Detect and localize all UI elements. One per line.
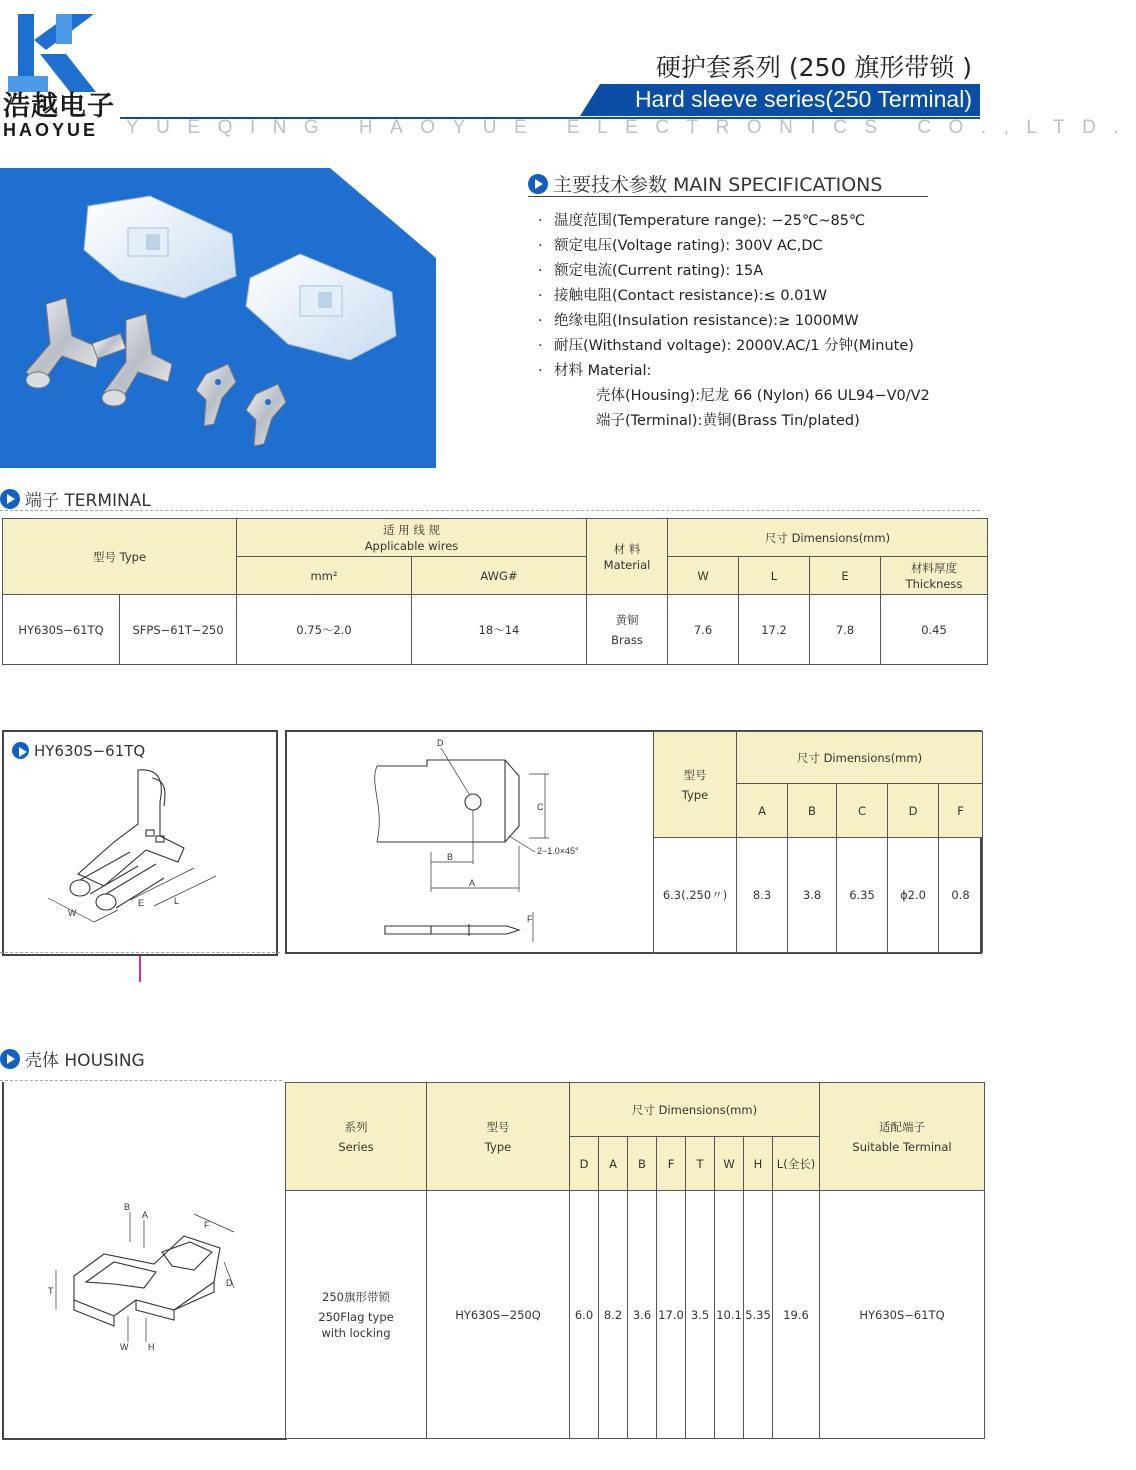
th-dim-t: T: [686, 1137, 715, 1191]
specs-rule: [528, 196, 928, 197]
terminal-line-drawing: [34, 766, 254, 936]
dim-label-chamfer: 2−1.0×45°: [537, 846, 579, 856]
cell-dim-d: 6.0: [570, 1191, 599, 1439]
th-suitable-en: Suitable Terminal: [852, 1139, 952, 1154]
spec-material-housing: 壳体(Housing):尼龙 66 (Nylon) 66 UL94−V0/V2: [596, 388, 930, 404]
terminal-photo-1: [26, 298, 100, 388]
th-material: [587, 519, 668, 595]
cell-type2: SFPS−61T−250: [120, 595, 237, 665]
specs-heading: [528, 170, 882, 197]
cell-type: HY630S−250Q: [427, 1191, 570, 1439]
tab-photo-2: [246, 384, 286, 446]
th-type-en: Type: [681, 787, 709, 802]
housing-heading-text: 壳体 HOUSING: [25, 1051, 145, 1071]
tab-drawing-box: [285, 730, 982, 954]
spec-item: · 绝缘电阻(Insulation resistance):≥ 1000MW: [538, 309, 930, 334]
th-dim-a: A: [599, 1137, 628, 1191]
tab-line-drawing: [357, 736, 657, 946]
cell-suitable: HY630S−61TQ: [820, 1191, 985, 1439]
dim-label-d: D: [437, 738, 444, 748]
dim-label-d: D: [226, 1278, 233, 1288]
page-title-english: Hard sleeve series(250 Terminal): [634, 86, 972, 112]
housing-photo-2: [246, 254, 396, 360]
cell-series: [286, 1191, 427, 1439]
dim-label-h: H: [148, 1342, 155, 1352]
spec-item: · 温度范围(Temperature range): −25℃~85℃: [538, 209, 930, 234]
th-dim-h: H: [744, 1137, 773, 1191]
th-type: [427, 1083, 570, 1191]
th-a: A: [737, 784, 788, 838]
th-material-cn: 材 料: [613, 541, 641, 556]
play-bullet-icon: [528, 174, 548, 194]
th-b: B: [788, 784, 837, 838]
th-thickness-cn: 材料厚度: [911, 560, 957, 575]
cell-material-cn: 黄铜: [615, 612, 639, 627]
table-row: [3, 595, 988, 665]
th-series: [286, 1083, 427, 1191]
spec-material-terminal: 端子(Terminal):黄铜(Brass Tin/plated): [596, 413, 860, 429]
table-row: [286, 1191, 985, 1439]
specs-list: [538, 209, 930, 434]
cell-dim-b: 3.6: [628, 1191, 657, 1439]
play-bullet-icon: [0, 1049, 20, 1069]
cell-series-cn: 250旗形带锁: [322, 1289, 390, 1304]
cell-material: [587, 595, 668, 665]
housing-table: [285, 1082, 985, 1439]
cell-series-en1: 250Flag type: [318, 1309, 394, 1324]
detail-dashed-rule: [0, 952, 280, 953]
cell-dim-h: 5.35: [744, 1191, 773, 1439]
th-series-en: Series: [338, 1139, 374, 1154]
th-dim-w: W: [715, 1137, 744, 1191]
product-illustration: [0, 168, 436, 468]
th-dimensions: 尺寸 Dimensions(mm): [570, 1083, 820, 1137]
th-suitable-terminal: [820, 1083, 985, 1191]
cell-l: 17.2: [739, 595, 810, 665]
th-applicable-wires: [237, 519, 587, 557]
terminal-heading-rule: [0, 510, 980, 511]
tab-photo-1: [196, 364, 236, 426]
th-mm2: mm²: [237, 557, 412, 595]
th-type: [654, 732, 737, 838]
logo-english-name: HAOYUE: [3, 120, 99, 140]
cell-type1: HY630S−61TQ: [3, 595, 120, 665]
dim-label-a: A: [142, 1210, 149, 1220]
th-f: F: [939, 784, 983, 838]
dim-label-f: F: [204, 1220, 210, 1230]
th-dim-l: L(全长): [773, 1137, 820, 1191]
detail-label: [12, 742, 145, 760]
terminal-table: [2, 518, 988, 665]
th-material-en: Material: [603, 557, 651, 572]
product-photo: [0, 168, 436, 468]
th-dim-b: B: [628, 1137, 657, 1191]
spec-item: · 耐压(Withstand voltage): 2000V.AC/1 分钟(Minute): [538, 334, 930, 359]
dim-label-l: L: [174, 896, 180, 906]
specs-heading-text: 主要技术参数 MAIN SPECIFICATIONS: [553, 174, 883, 196]
dim-label-e: E: [138, 898, 145, 908]
cell-b: 3.8: [788, 838, 837, 953]
terminal-heading-text: 端子 TERMINAL: [25, 491, 151, 511]
terminal-photo-2: [92, 314, 172, 406]
th-e: E: [810, 557, 881, 595]
cell-a: 8.3: [737, 838, 788, 953]
play-bullet-icon: [0, 489, 20, 509]
cell-series-en2: with locking: [321, 1325, 391, 1340]
th-d: D: [888, 784, 939, 838]
cell-awg: 18～14: [412, 595, 587, 665]
cell-dim-t: 3.5: [686, 1191, 715, 1439]
th-type: 型号 Type: [3, 519, 237, 595]
cell-thickness: 0.45: [881, 595, 988, 665]
th-awg: AWG#: [412, 557, 587, 595]
th-l: L: [739, 557, 810, 595]
th-dim-d: D: [570, 1137, 599, 1191]
th-suitable-cn: 适配端子: [879, 1119, 925, 1134]
cell-material-en: Brass: [611, 632, 643, 647]
dim-label-a: A: [469, 878, 476, 888]
th-dim-f: F: [657, 1137, 686, 1191]
cell-d: ɸ2.0: [888, 838, 939, 953]
company-name: YUEQING HAOYUE ELECTRONICS CO.,LTD.: [126, 117, 1136, 138]
spec-item: · 额定电压(Voltage rating): 300V AC,DC: [538, 234, 930, 259]
th-dimensions: 尺寸 Dimensions(mm): [668, 519, 988, 557]
th-wires-en: Applicable wires: [364, 538, 459, 553]
th-type-en: Type: [484, 1139, 512, 1154]
th-series-cn: 系列: [344, 1119, 368, 1134]
th-type-cn: 型号: [683, 767, 707, 782]
th-w: W: [668, 557, 739, 595]
haoyue-logo-icon: [8, 14, 108, 92]
housing-drawing-box: [2, 1082, 287, 1440]
dim-label-w: W: [120, 1342, 129, 1352]
detail-label-text: HY630S−61TQ: [34, 742, 146, 760]
dim-label-w: W: [68, 908, 77, 918]
cell-dim-f: 17.0: [657, 1191, 686, 1439]
cell-w: 7.6: [668, 595, 739, 665]
dim-label-t: T: [48, 1286, 54, 1296]
logo-chinese-name: 浩越电子: [3, 91, 115, 122]
housing-photo-1: [84, 196, 236, 298]
dim-label-b: B: [124, 1202, 131, 1212]
terminal-heading: [0, 486, 151, 511]
dim-label-f: F: [527, 914, 533, 924]
cell-dim-w: 10.1: [715, 1191, 744, 1439]
housing-heading-rule: [0, 1080, 282, 1081]
cell-e: 7.8: [810, 595, 881, 665]
cell-type: 6.3(.250〃): [654, 838, 737, 953]
th-thickness-en: Thickness: [905, 576, 963, 591]
cell-c: 6.35: [837, 838, 888, 953]
th-thickness: [881, 557, 988, 595]
spec-item: · 额定电流(Current rating): 15A: [538, 259, 930, 284]
th-wires-cn: 适 用 线 规: [383, 522, 440, 537]
cell-f: 0.8: [939, 838, 983, 953]
terminal-drawing-box: [2, 730, 278, 956]
th-dimensions: 尺寸 Dimensions(mm): [737, 732, 983, 784]
table-row: [654, 838, 983, 953]
dim-label-c: C: [537, 802, 544, 812]
th-type-cn: 型号: [486, 1119, 510, 1134]
cursor-marker: [139, 956, 141, 982]
cell-dim-a: 8.2: [599, 1191, 628, 1439]
cell-mm2: 0.75～2.0: [237, 595, 412, 665]
spec-item: · 材料 Material:: [538, 359, 930, 384]
page-title-chinese: 硬护套系列 (250 旗形带锁 ): [655, 53, 972, 82]
th-c: C: [837, 784, 888, 838]
housing-line-drawing: [44, 1192, 254, 1352]
dim-label-b: B: [447, 852, 454, 862]
tab-dimension-table: [653, 731, 983, 953]
cell-dim-l: 19.6: [773, 1191, 820, 1439]
spec-item: · 接触电阻(Contact resistance):≤ 0.01W: [538, 284, 930, 309]
play-bullet-icon: [12, 742, 29, 759]
housing-heading: [0, 1046, 145, 1071]
